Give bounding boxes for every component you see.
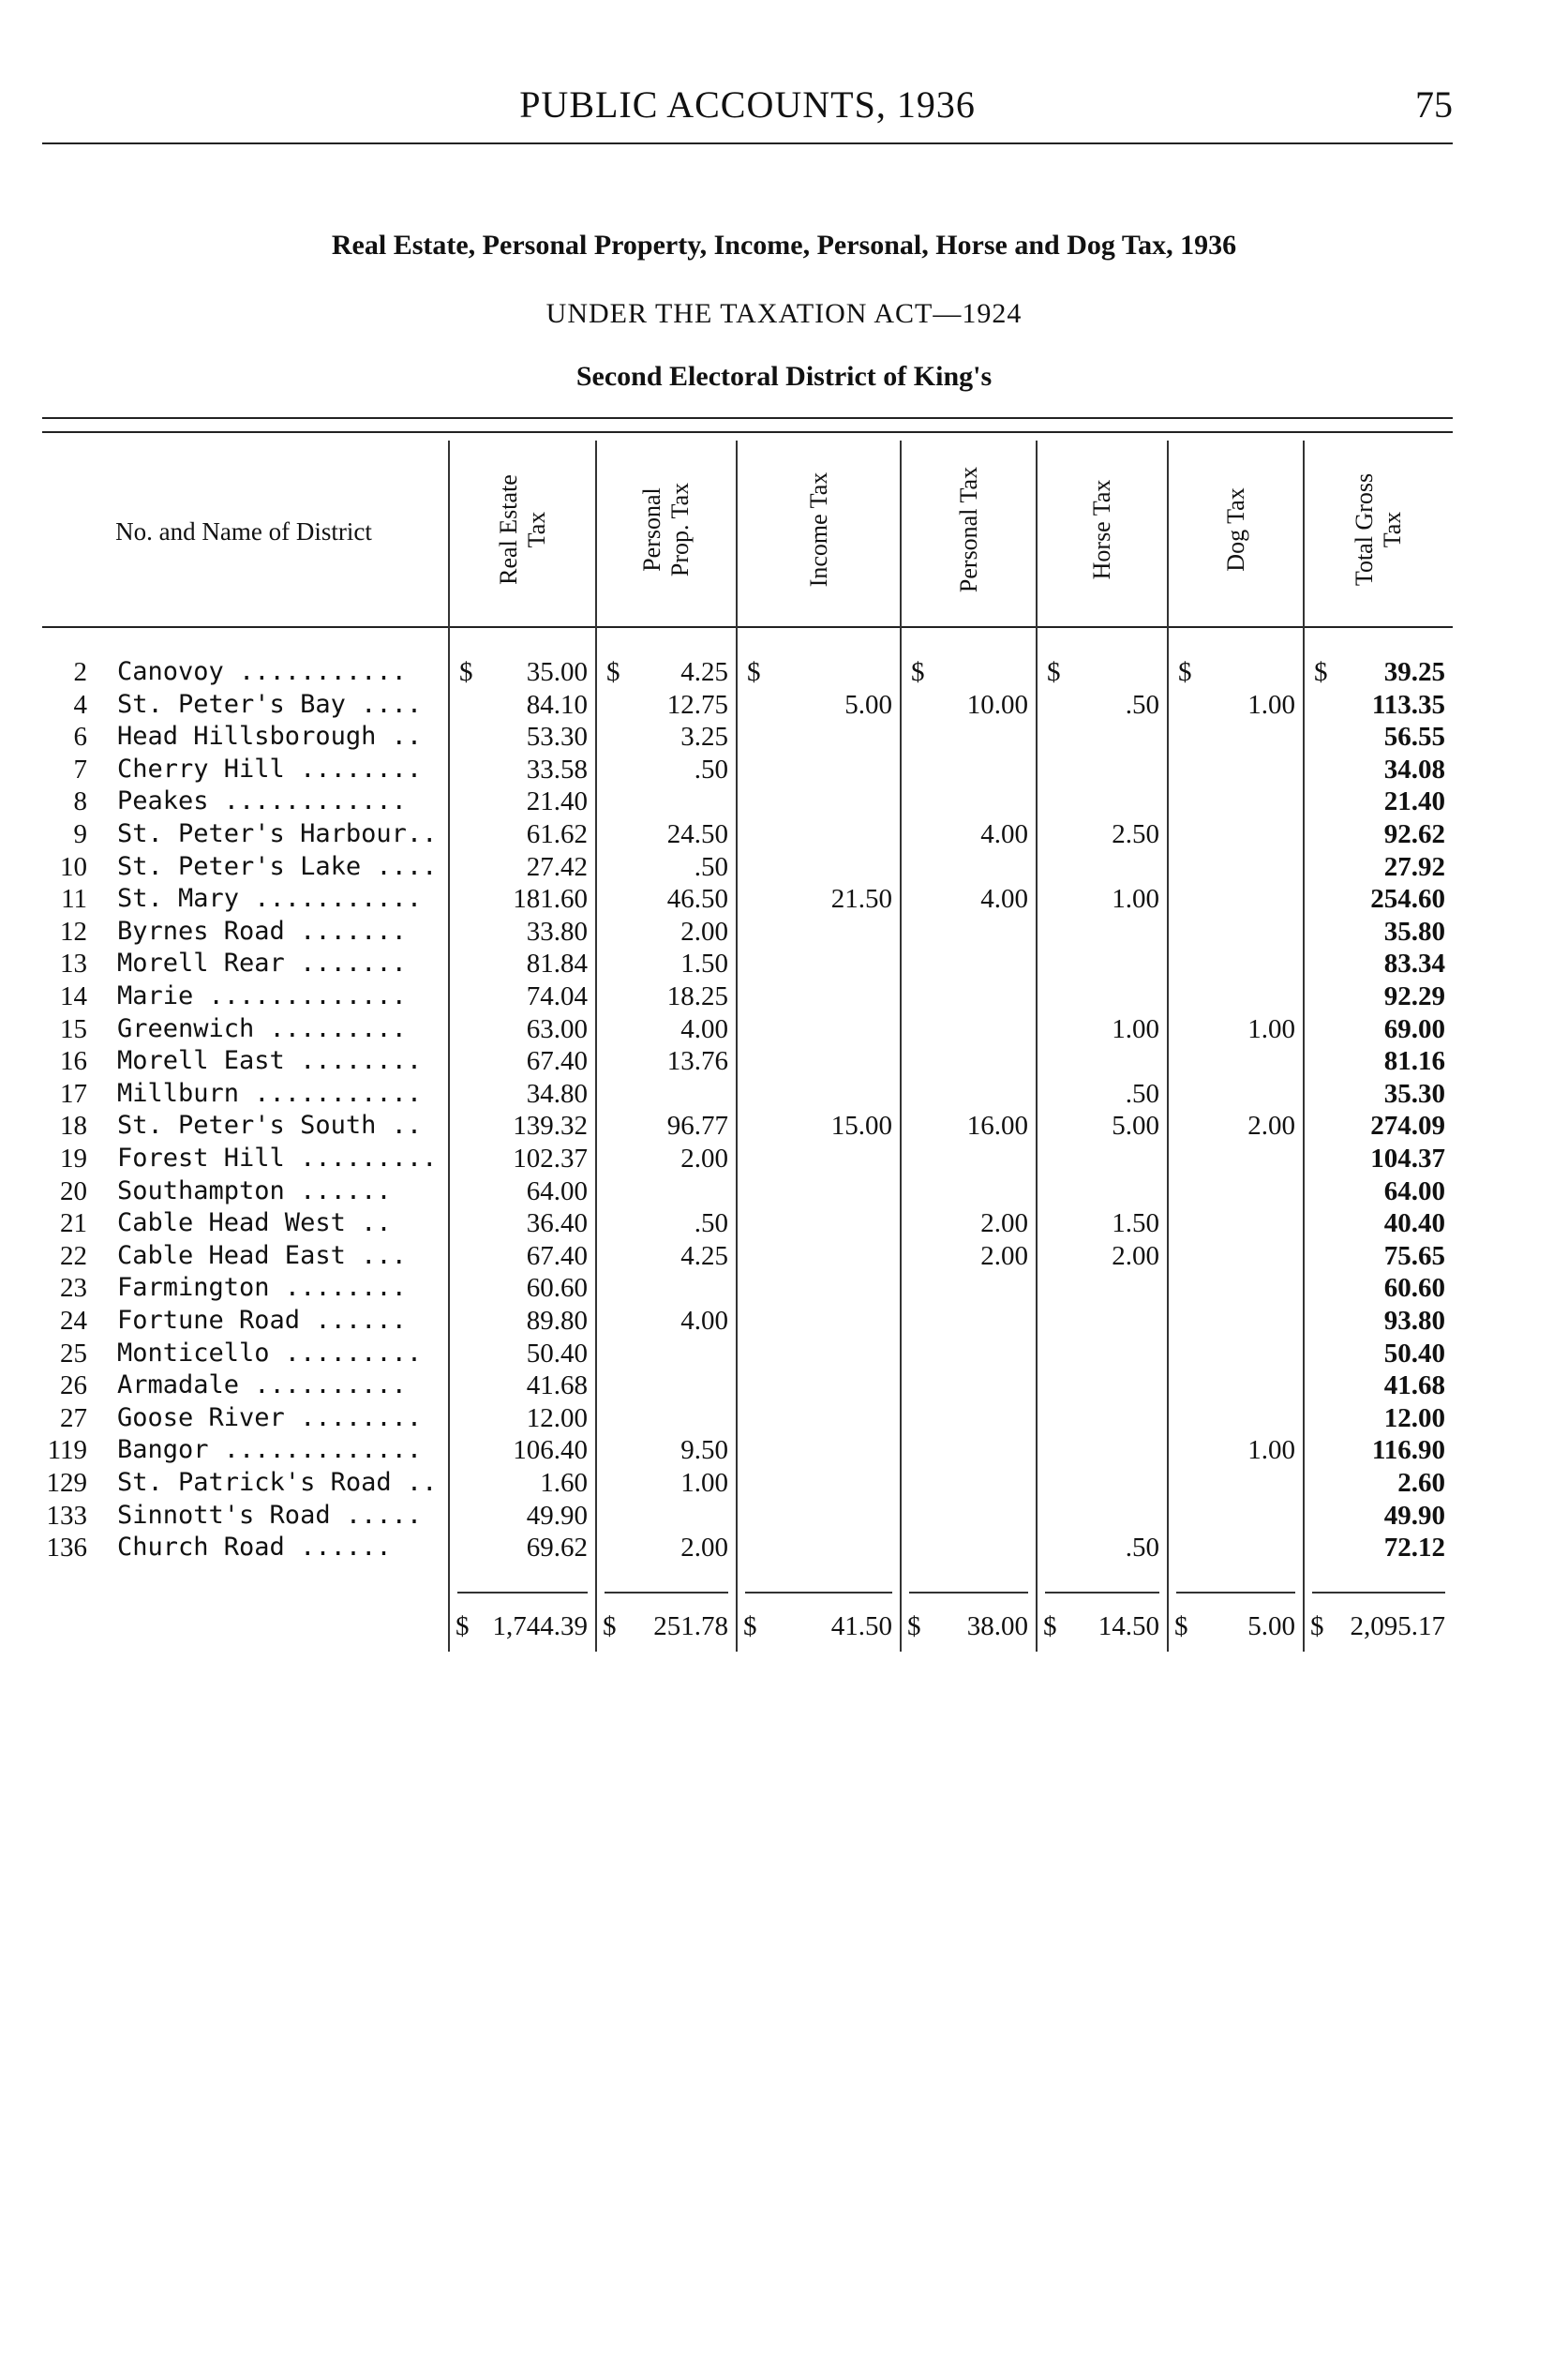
table-row — [42, 1045, 1453, 1077]
cell-real-estate: 102.37 — [513, 1144, 588, 1174]
column-header-label — [638, 483, 694, 576]
cell-personal: 2.00 — [980, 1208, 1028, 1239]
district-number: 24 — [60, 1306, 87, 1336]
cell-dog: 2.00 — [1247, 1111, 1295, 1142]
district-name: Cable Head East ... — [117, 1240, 407, 1270]
column-header-line: Personal — [638, 487, 665, 572]
table-row — [42, 883, 1453, 915]
dollar-sign: $ — [1043, 1611, 1057, 1641]
district-name: Goose River ........ — [117, 1402, 423, 1432]
cell-real-estate: 67.40 — [526, 1240, 588, 1271]
running-title: PUBLIC ACCOUNTS, 1936 — [519, 83, 976, 126]
total-income: 41.50 — [830, 1611, 892, 1641]
total-dog: 5.00 — [1247, 1611, 1295, 1641]
cell-horse: 1.00 — [1112, 1013, 1159, 1044]
total-real-estate: 1,744.39 — [492, 1611, 588, 1641]
dollar-sign: $ — [606, 657, 620, 687]
district-number: 11 — [61, 884, 87, 915]
cell-real-estate: 50.40 — [526, 1338, 588, 1369]
column-header-line: Income Tax — [804, 471, 832, 588]
dollar-sign: $ — [1314, 657, 1328, 687]
table-row — [42, 1500, 1453, 1532]
cell-personal-prop: 4.00 — [680, 1013, 728, 1044]
page-number: 75 — [1415, 83, 1453, 126]
district-name: Farmington ........ — [117, 1273, 407, 1303]
table-row — [42, 1532, 1453, 1564]
table-row — [42, 948, 1453, 980]
cell-total: 92.62 — [1383, 819, 1445, 849]
table-row — [42, 786, 1453, 817]
cell-real-estate: 181.60 — [513, 884, 588, 915]
cell-personal-prop: 24.50 — [666, 819, 728, 849]
cell-total: 254.60 — [1370, 884, 1445, 915]
district-number: 9 — [73, 819, 87, 849]
district-number: 7 — [73, 754, 87, 785]
cell-real-estate: 106.40 — [513, 1435, 588, 1466]
district-number: 119 — [47, 1435, 87, 1466]
cell-dog: 1.00 — [1247, 1013, 1295, 1044]
cell-horse: .50 — [1125, 1533, 1159, 1564]
column-header-income — [738, 441, 900, 619]
cell-total: 81.16 — [1383, 1046, 1445, 1077]
district-name: Morell East ........ — [117, 1046, 423, 1076]
cell-total: 41.68 — [1383, 1370, 1445, 1401]
district-name: Southampton ...... — [117, 1175, 392, 1205]
district-name: Monticello ......... — [117, 1338, 423, 1368]
district-number: 17 — [60, 1078, 87, 1109]
district-name: Greenwich ......... — [117, 1013, 407, 1043]
column-header-line: Horse Tax — [1088, 479, 1115, 580]
cell-horse: 1.00 — [1112, 884, 1159, 915]
column-header-name: No. and Name of District — [115, 517, 372, 546]
district-number: 18 — [60, 1111, 87, 1142]
cell-personal-prop: .50 — [694, 754, 728, 785]
cell-horse: .50 — [1125, 689, 1159, 720]
district-number: 12 — [60, 916, 87, 947]
column-header-line: Total Gross — [1351, 472, 1378, 587]
cell-real-estate: 35.00 — [526, 657, 588, 687]
district-name: Marie ............. — [117, 981, 407, 1010]
table-row — [42, 1078, 1453, 1110]
page-header — [42, 82, 1453, 139]
table-row — [42, 818, 1453, 850]
district-name: Cable Head West .. — [117, 1208, 392, 1238]
cell-income: 5.00 — [844, 689, 892, 720]
table-row — [42, 1013, 1453, 1045]
cell-real-estate: 27.42 — [526, 851, 588, 882]
cell-total: 50.40 — [1383, 1338, 1445, 1369]
cell-personal-prop: 13.76 — [666, 1046, 728, 1077]
total-personal-prop: 251.78 — [653, 1611, 728, 1641]
cell-real-estate: 41.68 — [526, 1370, 588, 1401]
cell-real-estate: 69.62 — [526, 1533, 588, 1564]
district-name: Morell Rear ....... — [117, 949, 407, 979]
district-name: Church Road ...... — [117, 1533, 392, 1563]
cell-total: 92.29 — [1383, 981, 1445, 1011]
cell-personal: 16.00 — [966, 1111, 1028, 1142]
sum-rule — [1176, 1592, 1295, 1593]
district-number: 21 — [60, 1208, 87, 1239]
table-row — [42, 1272, 1453, 1304]
dollar-sign: $ — [603, 1611, 617, 1641]
table-row — [42, 980, 1453, 1012]
district-name: Canovoy ........... — [117, 657, 407, 686]
total-total: 2,095.17 — [1350, 1611, 1445, 1641]
district-number: 4 — [73, 689, 87, 720]
district-number: 10 — [60, 851, 87, 882]
district-name: Forest Hill ......... — [117, 1144, 438, 1173]
district-number: 19 — [60, 1144, 87, 1174]
cell-total: 72.12 — [1383, 1533, 1445, 1564]
district-number: 26 — [60, 1370, 87, 1401]
cell-real-estate: 89.80 — [526, 1306, 588, 1336]
district-name: St. Peter's Harbour.. — [117, 819, 438, 848]
table-top-rule-2 — [42, 431, 1453, 433]
cell-total: 12.00 — [1383, 1402, 1445, 1433]
dollar-sign: $ — [1310, 1611, 1324, 1641]
column-header-label — [1088, 480, 1116, 580]
table-row — [42, 1338, 1453, 1369]
district-name: Cherry Hill ........ — [117, 754, 423, 784]
table-row — [42, 851, 1453, 883]
table-row — [42, 1110, 1453, 1142]
district-subtitle: Second Electoral District of King's — [575, 361, 993, 392]
cell-real-estate: 63.00 — [526, 1013, 588, 1044]
cell-real-estate: 74.04 — [526, 981, 588, 1011]
column-header-label — [1222, 487, 1250, 571]
table-row — [42, 1305, 1453, 1337]
table-row — [42, 916, 1453, 948]
column-header-label — [1351, 473, 1407, 586]
cell-real-estate: 33.80 — [526, 916, 588, 947]
cell-total: 49.90 — [1383, 1500, 1445, 1531]
column-header-dog — [1169, 441, 1303, 619]
cell-personal-prop: 9.50 — [680, 1435, 728, 1466]
district-name: St. Mary ........... — [117, 884, 423, 914]
cell-personal-prop: .50 — [694, 851, 728, 882]
cell-total: 21.40 — [1383, 786, 1445, 817]
cell-total: 104.37 — [1370, 1144, 1445, 1174]
district-number: 15 — [60, 1013, 87, 1044]
cell-total: 34.08 — [1383, 754, 1445, 785]
cell-total: 64.00 — [1383, 1175, 1445, 1206]
cell-income: 15.00 — [830, 1111, 892, 1142]
total-horse: 14.50 — [1098, 1611, 1159, 1641]
cell-total: 40.40 — [1383, 1208, 1445, 1239]
table-row — [42, 1143, 1453, 1175]
cell-real-estate: 34.80 — [526, 1078, 588, 1109]
cell-personal-prop: 4.00 — [680, 1306, 728, 1336]
district-number: 133 — [46, 1500, 87, 1531]
column-header-line: Prop. Tax — [666, 482, 694, 577]
cell-personal: 10.00 — [966, 689, 1028, 720]
district-number: 136 — [46, 1533, 87, 1564]
cell-personal-prop: 3.25 — [680, 722, 728, 753]
column-header-line: Tax — [522, 511, 550, 548]
table-top-rule — [42, 417, 1453, 419]
district-number: 129 — [46, 1468, 87, 1498]
district-number: 25 — [60, 1338, 87, 1369]
cell-total: 69.00 — [1383, 1013, 1445, 1044]
cell-horse: 1.50 — [1112, 1208, 1159, 1239]
district-name: St. Peter's Bay .... — [117, 689, 423, 719]
cell-real-estate: 1.60 — [540, 1468, 588, 1498]
table-row — [42, 754, 1453, 786]
table-row — [42, 1240, 1453, 1272]
cell-total: 2.60 — [1397, 1468, 1445, 1498]
column-header-line: Dog Tax — [1221, 487, 1249, 572]
cell-personal-prop: 12.75 — [666, 689, 728, 720]
cell-total: 113.35 — [1371, 689, 1445, 720]
cell-horse: 2.50 — [1112, 819, 1159, 849]
cell-real-estate: 67.40 — [526, 1046, 588, 1077]
cell-personal-prop: 2.00 — [680, 1533, 728, 1564]
cell-real-estate: 64.00 — [526, 1175, 588, 1206]
district-name: St. Peter's Lake .... — [117, 851, 438, 881]
cell-total: 274.09 — [1370, 1111, 1445, 1142]
cell-real-estate: 139.32 — [513, 1111, 588, 1142]
cell-dog: 1.00 — [1247, 1435, 1295, 1466]
dollar-sign: $ — [459, 657, 473, 687]
column-header-total — [1305, 441, 1453, 619]
dollar-sign: $ — [743, 1611, 757, 1641]
column-header-label — [805, 472, 833, 588]
table-row — [42, 656, 1453, 688]
table-row — [42, 1402, 1453, 1434]
cell-real-estate: 33.58 — [526, 754, 588, 785]
cell-personal-prop: 46.50 — [666, 884, 728, 915]
column-header-label — [495, 474, 551, 585]
totals-row — [42, 1608, 1453, 1644]
dollar-sign: $ — [1174, 1611, 1188, 1641]
cell-personal-prop: 2.00 — [680, 1144, 728, 1174]
sum-rule — [745, 1592, 892, 1593]
cell-real-estate: 49.90 — [526, 1500, 588, 1531]
cell-personal-prop: 2.00 — [680, 916, 728, 947]
column-header-real-estate — [450, 441, 595, 619]
cell-total: 83.34 — [1383, 949, 1445, 980]
district-name: St. Peter's South .. — [117, 1111, 423, 1141]
cell-real-estate: 61.62 — [526, 819, 588, 849]
sum-rule — [457, 1592, 588, 1593]
cell-real-estate: 21.40 — [526, 786, 588, 817]
district-name: Bangor ............. — [117, 1435, 423, 1465]
column-header-line: Real Estate — [494, 474, 522, 585]
cell-real-estate: 36.40 — [526, 1208, 588, 1239]
sum-rule — [1045, 1592, 1159, 1593]
header-rule — [42, 142, 1453, 144]
cell-personal-prop: 96.77 — [666, 1111, 728, 1142]
cell-personal-prop: 1.50 — [680, 949, 728, 980]
cell-personal: 2.00 — [980, 1240, 1028, 1271]
cell-personal: 4.00 — [980, 819, 1028, 849]
cell-total: 39.25 — [1383, 657, 1445, 687]
header-bottom-rule — [42, 626, 1453, 628]
dollar-sign: $ — [747, 657, 761, 687]
district-number: 13 — [60, 949, 87, 980]
cell-personal-prop: 1.00 — [680, 1468, 728, 1498]
dollar-sign: $ — [907, 1611, 921, 1641]
cell-dog: 1.00 — [1247, 689, 1295, 720]
column-header-personal — [902, 441, 1036, 619]
sum-rule — [909, 1592, 1028, 1593]
district-number: 2 — [73, 657, 87, 687]
cell-real-estate: 60.60 — [526, 1273, 588, 1304]
cell-personal-prop: 4.25 — [680, 657, 728, 687]
district-name: Byrnes Road ....... — [117, 916, 407, 946]
district-name: St. Patrick's Road .. — [117, 1468, 438, 1497]
table-row — [42, 1434, 1453, 1466]
cell-total: 93.80 — [1383, 1306, 1445, 1336]
district-number: 8 — [73, 786, 87, 817]
district-number: 23 — [60, 1273, 87, 1304]
dollar-sign: $ — [1047, 657, 1061, 687]
district-number: 6 — [73, 722, 87, 753]
cell-total: 116.90 — [1371, 1435, 1445, 1466]
column-header-line: Personal Tax — [954, 466, 982, 593]
cell-total: 56.55 — [1383, 722, 1445, 753]
cell-horse: .50 — [1125, 1078, 1159, 1109]
dollar-sign: $ — [1178, 657, 1192, 687]
district-name: Millburn ........... — [117, 1078, 423, 1108]
table-row — [42, 1467, 1453, 1499]
table-row — [42, 689, 1453, 721]
cell-real-estate: 12.00 — [526, 1402, 588, 1433]
sum-rule — [1312, 1592, 1445, 1593]
cell-total: 27.92 — [1383, 851, 1445, 882]
cell-real-estate: 81.84 — [526, 949, 588, 980]
cell-horse: 5.00 — [1112, 1111, 1159, 1142]
cell-horse: 2.00 — [1112, 1240, 1159, 1271]
district-number: 20 — [60, 1175, 87, 1206]
district-number: 16 — [60, 1046, 87, 1077]
act-subtitle: UNDER THE TAXATION ACT—1924 — [545, 298, 1023, 329]
cell-income: 21.50 — [830, 884, 892, 915]
district-name: Head Hillsborough .. — [117, 722, 423, 752]
table-title: Real Estate, Personal Property, Income, Personal, Horse and Dog Tax, 1936 — [331, 230, 1237, 261]
district-name: Fortune Road ...... — [117, 1306, 407, 1335]
dollar-sign: $ — [911, 657, 925, 687]
cell-real-estate: 53.30 — [526, 722, 588, 753]
cell-total: 35.30 — [1383, 1078, 1445, 1109]
table-row — [42, 1207, 1453, 1239]
column-header-line: Tax — [1379, 511, 1406, 548]
cell-total: 35.80 — [1383, 916, 1445, 947]
sum-rule — [605, 1592, 728, 1593]
cell-total: 75.65 — [1383, 1240, 1445, 1271]
cell-personal-prop: 4.25 — [680, 1240, 728, 1271]
column-header-label — [955, 467, 983, 592]
district-number: 14 — [60, 981, 87, 1011]
cell-personal: 4.00 — [980, 884, 1028, 915]
table-row — [42, 721, 1453, 753]
district-name: Sinnott's Road ..... — [117, 1500, 423, 1530]
district-number: 22 — [60, 1240, 87, 1271]
total-personal: 38.00 — [966, 1611, 1028, 1641]
cell-personal-prop: .50 — [694, 1208, 728, 1239]
district-name: Armadale .......... — [117, 1370, 407, 1400]
table-row — [42, 1369, 1453, 1401]
table-row — [42, 1175, 1453, 1207]
cell-real-estate: 84.10 — [526, 689, 588, 720]
district-number: 27 — [60, 1402, 87, 1433]
cell-total: 60.60 — [1383, 1273, 1445, 1304]
cell-personal-prop: 18.25 — [666, 981, 728, 1011]
column-header-horse — [1038, 441, 1167, 619]
dollar-sign: $ — [455, 1611, 470, 1641]
district-name: Peakes ............ — [117, 786, 407, 816]
column-header-personal-prop — [597, 441, 736, 619]
